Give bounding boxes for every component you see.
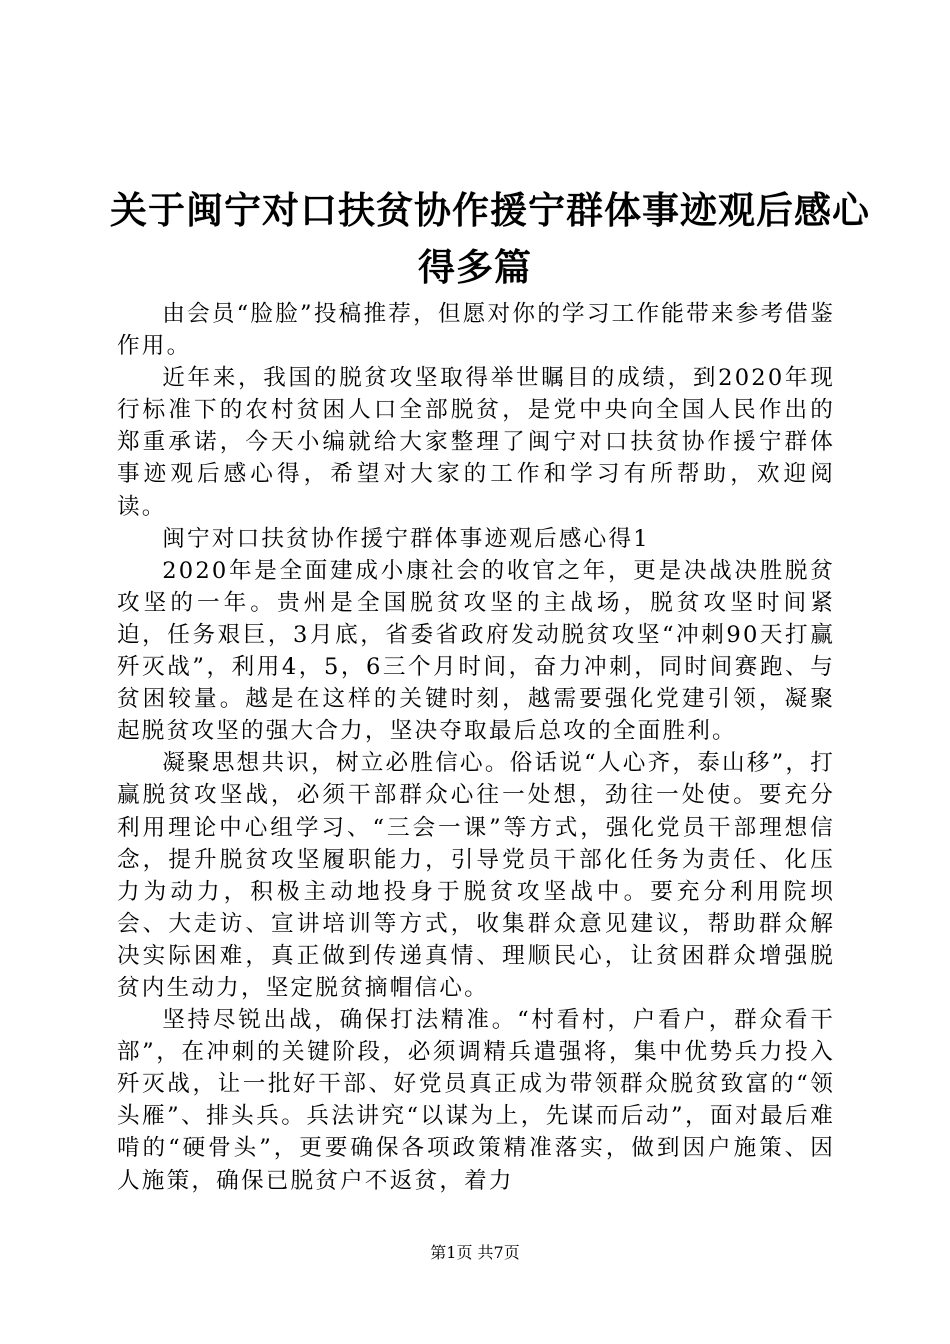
document-body xyxy=(117,298,835,1197)
paragraph-intro: 由会员“脸脸”投稿推荐，但愿对你的学习工作能带来参考借鉴作用。 xyxy=(117,301,835,360)
paragraph-body-3: 坚持尽锐出战，确保打法精准。“村看村，户看户，群众看干部”，在冲刺的关键阶段，必须调精兵遣强将，集中优势兵力投入歼灭战，让一批好干部、好党员真正成为带领群众脱贫致富的“领头雁”、排头兵。兵法讲究“以谋为上，先谋而后动”，面对最后难啃的“硬骨头”，更要确保各项政策精准落实，做到因户施策、因人施策，确保已脱贫户不返贫，着力 xyxy=(117,1007,835,1194)
paragraph-preface: 近年来，我国的脱贫攻坚取得举世瞩目的成绩，到2020年现行标准下的农村贫困人口全部脱贫，是党中央向全国人民作出的郑重承诺，今天小编就给大家整理了闽宁对口扶贫协作援宁群体事迹观后感心得，希望对大家的工作和学习有所帮助，欢迎阅读。 xyxy=(117,365,835,520)
section-heading-1: 闽宁对口扶贫协作援宁群体事迹观后感心得1 xyxy=(162,525,650,552)
paragraph-body-1: 2020年是全面建成小康社会的收官之年，更是决战决胜脱贫攻坚的一年。贵州是全国脱贫攻坚的主战场，脱贫攻坚时间紧迫，任务艰巨，3月底，省委省政府发动脱贫攻坚“冲刺90天打赢歼灭战”，利用4，5，6三个月时间，奋力冲刺，同时间赛跑、与贫困较量。越是在这样的关键时刻，越需要强化党建引领，凝聚起脱贫攻坚的强大合力，坚决夺取最后总攻的全面胜利。 xyxy=(117,557,835,745)
paragraph-body-2: 凝聚思想共识，树立必胜信心。俗话说“人心齐，泰山移”，打赢脱贫攻坚战，必须干部群众心往一处想，劲往一处使。要充分利用理论中心组学习、“三会一课”等方式，强化党员干部理想信念，提升脱贫攻坚履职能力，引导党员干部化任务为责任、化压力为动力，积极主动地投身于脱贫攻坚战中。要充分利用院坝会、大走访、宣讲培训等方式，收集群众意见建议，帮助群众解决实际困难，真正做到传递真情、理顺民心，让贫困群众增强脱贫内生动力，坚定脱贫摘帽信心。 xyxy=(117,750,835,1001)
page-footer: 第1页 共7页 xyxy=(430,1243,520,1262)
document-title-line-2: 得多篇 xyxy=(418,245,532,289)
document-title-line-1: 关于闽宁对口扶贫协作援宁群体事迹观后感心 xyxy=(110,188,870,232)
